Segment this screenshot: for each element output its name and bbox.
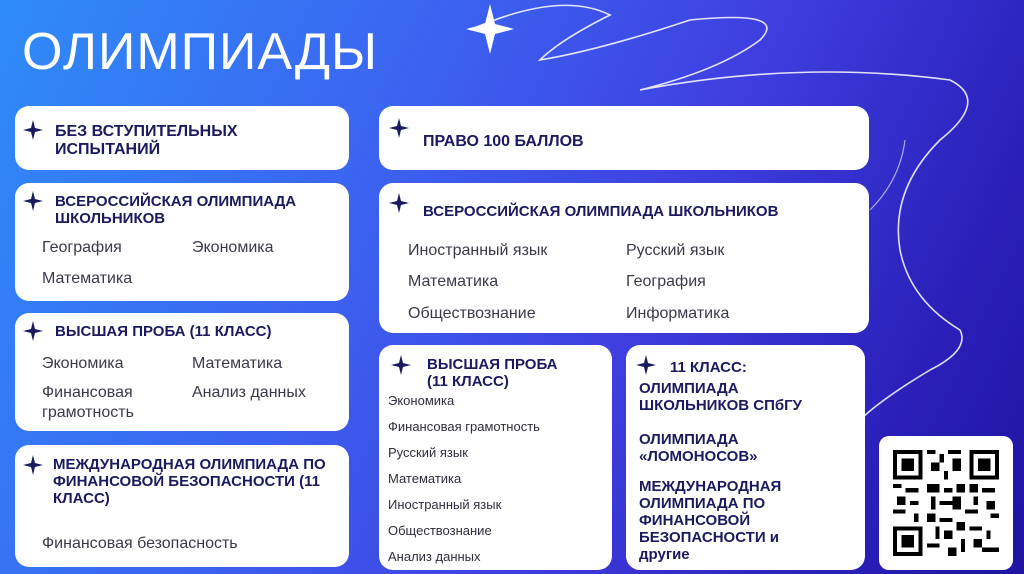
subject-item: Иностранный язык [408,242,548,259]
card-financial-security-olympiad [15,445,349,567]
card-no-entrance-exams [15,106,349,170]
card-11-class-olympiads [626,345,865,570]
subject-item: Иностранный язык [388,497,502,512]
subject-item: Русский язык [388,445,468,460]
card-header: 11 КЛАСС: [670,359,747,376]
star-bullet-icon [389,118,409,138]
olympiad-entry: ОЛИМПИАДА «ЛОМОНОСОВ» [639,431,758,465]
card-header: МЕЖДУНАРОДНАЯ ОЛИМПИАДА ПО ФИНАНСОВОЙ БЕЗОПАСНОСТИ (11 КЛАСС) [53,456,326,507]
qr-code[interactable] [879,436,1013,570]
subject-item: Финансовая грамотность [388,419,540,434]
subject-item: Финансовая грамотность [42,384,134,421]
subject-item: Математика [192,355,283,372]
star-bullet-icon [389,193,409,213]
card-100-points [379,106,869,170]
card-vysshaya-proba-100 [379,345,612,570]
subject-item: Математика [408,273,499,290]
subject-item: Анализ данных [192,384,306,401]
card-header: ВСЕРОССИЙСКАЯ ОЛИМПИАДА ШКОЛЬНИКОВ [55,193,297,227]
star-bullet-icon [23,191,43,211]
card-vysshaya-proba [15,313,349,431]
subject-item: География [42,239,122,256]
card-header: ВЫСШАЯ ПРОБА (11 КЛАСС) [55,323,272,340]
subject-item: Математика [388,471,462,486]
card-header: ПРАВО 100 БАЛЛОВ [423,133,584,150]
subject-item: Финансовая безопасность [42,535,238,552]
olympiad-entry: МЕЖДУНАРОДНАЯ ОЛИМПИАДА ПО ФИНАНСОВОЙ БЕЗОПАСНОСТИ и другие [639,478,782,563]
subject-item: Информатика [626,305,730,322]
subject-item: Экономика [388,393,455,408]
subject-item: География [626,273,706,290]
star-bullet-icon [636,355,656,375]
subject-item: Экономика [192,239,274,256]
star-bullet-icon [23,321,43,341]
sparkle-icon [466,4,514,54]
subject-item: Русский язык [626,242,725,259]
star-bullet-icon [23,455,43,475]
card-header: БЕЗ ВСТУПИТЕЛЬНЫХ ИСПЫТАНИЙ [55,123,238,158]
card-vsosh [15,183,349,301]
star-bullet-icon [391,355,411,375]
qr-code-icon [893,450,999,556]
subject-item: Экономика [42,355,124,372]
page-title: ОЛИМПИАДЫ [22,23,379,81]
card-vsosh-100 [379,183,869,333]
subject-item: Обществознание [408,305,536,322]
olympiad-entry: ОЛИМПИАДА ШКОЛЬНИКОВ СПбГУ [639,380,802,414]
card-header: ВЫСШАЯ ПРОБА (11 КЛАСС) [427,356,558,390]
subject-item: Анализ данных [388,549,481,564]
subject-item: Обществознание [388,523,492,538]
subject-item: Математика [42,270,133,287]
star-bullet-icon [23,120,43,140]
card-header: ВСЕРОССИЙСКАЯ ОЛИМПИАДА ШКОЛЬНИКОВ [423,203,779,220]
